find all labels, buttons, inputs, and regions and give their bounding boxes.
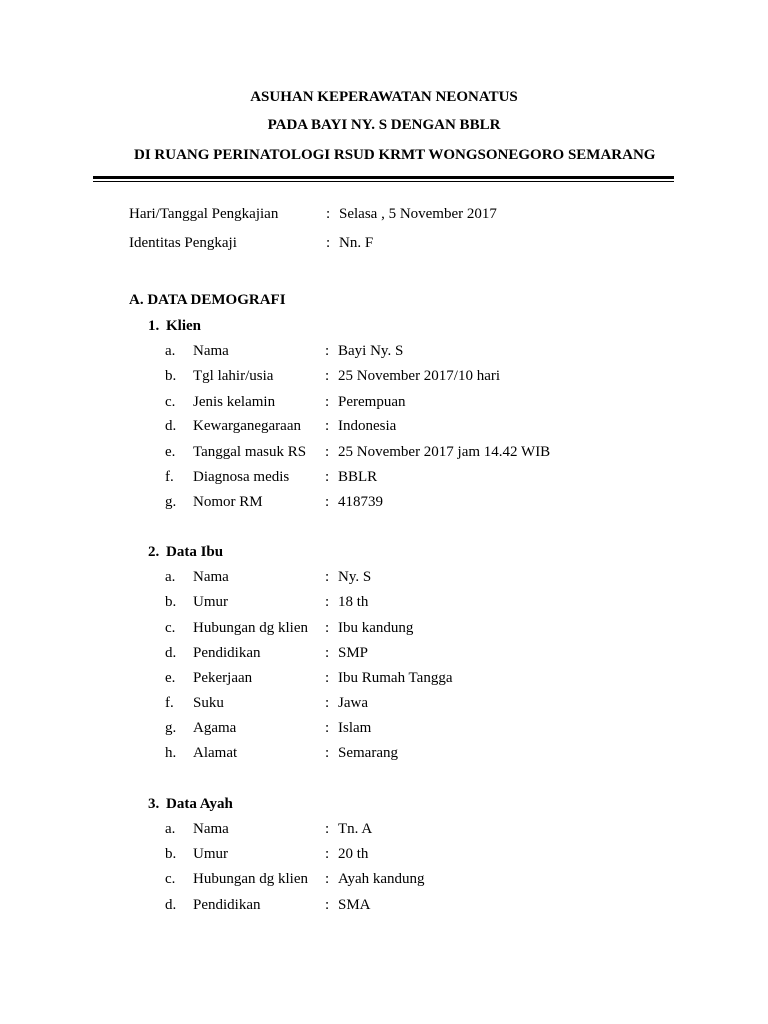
item-label: Pendidikan <box>193 897 261 913</box>
item-colon: : <box>325 569 330 585</box>
item-colon: : <box>325 368 330 384</box>
list-item <box>165 693 665 713</box>
item-letter: g. <box>165 494 177 510</box>
item-letter: c. <box>165 620 176 636</box>
header-field-date <box>129 204 689 224</box>
item-letter: b. <box>165 594 177 610</box>
item-value: Islam <box>338 720 372 736</box>
header-field-value: Nn. F <box>339 235 374 251</box>
item-label: Jenis kelamin <box>193 394 276 410</box>
item-letter: e. <box>165 444 176 460</box>
item-colon: : <box>325 645 330 661</box>
document-title-line2: PADA BAYI NY. S DENGAN BBLR <box>267 117 501 133</box>
item-label: Nama <box>193 569 229 585</box>
list-item <box>165 392 665 412</box>
title-divider-thick <box>93 176 674 179</box>
item-value: Ayah kandung <box>338 871 425 887</box>
list-item <box>165 416 665 436</box>
item-value: Tn. A <box>338 821 373 837</box>
item-colon: : <box>325 418 330 434</box>
item-colon: : <box>325 720 330 736</box>
item-label: Nomor RM <box>193 494 263 510</box>
list-item <box>165 743 665 763</box>
item-value: Ibu kandung <box>338 620 414 636</box>
list-item <box>165 668 665 688</box>
item-label: Kewarganegaraan <box>193 418 301 434</box>
list-item <box>165 341 665 361</box>
section-a-title: A. DATA DEMOGRAFI <box>129 292 286 308</box>
item-value: Perempuan <box>338 394 406 410</box>
item-label: Nama <box>193 343 229 359</box>
item-letter: e. <box>165 670 176 686</box>
subsection-title-klien: Klien <box>166 318 202 334</box>
item-colon: : <box>325 620 330 636</box>
document-title-line1: ASUHAN KEPERAWATAN NEONATUS <box>250 89 518 105</box>
item-label: Pendidikan <box>193 645 261 661</box>
item-letter: g. <box>165 720 177 736</box>
item-letter: f. <box>165 469 174 485</box>
item-value: BBLR <box>338 469 378 485</box>
item-label: Alamat <box>193 745 238 761</box>
item-value: 25 November 2017/10 hari <box>338 368 501 384</box>
item-value: 18 th <box>338 594 369 610</box>
list-item <box>165 442 665 462</box>
item-label: Umur <box>193 846 228 862</box>
title-divider-thin <box>93 181 674 182</box>
item-letter: d. <box>165 645 177 661</box>
list-item <box>165 869 665 889</box>
list-item <box>165 819 665 839</box>
item-label: Suku <box>193 695 224 711</box>
list-item <box>165 618 665 638</box>
item-value: Bayi Ny. S <box>338 343 404 359</box>
item-value: 20 th <box>338 846 369 862</box>
subsection-title-data-ayah: Data Ayah <box>166 796 233 812</box>
item-colon: : <box>325 745 330 761</box>
item-colon: : <box>325 594 330 610</box>
list-item <box>165 492 665 512</box>
item-letter: a. <box>165 821 176 837</box>
item-letter: c. <box>165 394 176 410</box>
header-field-colon: : <box>326 235 331 251</box>
item-value: Ny. S <box>338 569 372 585</box>
list-item <box>165 567 665 587</box>
header-field-label: Identitas Pengkaji <box>129 235 237 251</box>
item-value: Indonesia <box>338 418 397 434</box>
list-item <box>165 643 665 663</box>
list-item <box>165 467 665 487</box>
item-label: Diagnosa medis <box>193 469 290 485</box>
item-colon: : <box>325 469 330 485</box>
item-value: SMA <box>338 897 371 913</box>
item-value: SMP <box>338 645 369 661</box>
subsection-title-data-ibu: Data Ibu <box>166 544 224 560</box>
item-label: Umur <box>193 594 228 610</box>
item-letter: f. <box>165 695 174 711</box>
item-colon: : <box>325 821 330 837</box>
subsection-number: 3. <box>148 796 160 812</box>
header-field-value: Selasa , 5 November 2017 <box>339 206 497 222</box>
item-letter: d. <box>165 897 177 913</box>
item-label: Pekerjaan <box>193 670 253 686</box>
list-item <box>165 366 665 386</box>
item-letter: a. <box>165 569 176 585</box>
list-item <box>165 718 665 738</box>
item-value: 418739 <box>338 494 383 510</box>
list-item <box>165 592 665 612</box>
item-value: Ibu Rumah Tangga <box>338 670 453 686</box>
item-letter: b. <box>165 368 177 384</box>
item-label: Hubungan dg klien <box>193 871 308 887</box>
item-label: Tgl lahir/usia <box>193 368 274 384</box>
item-colon: : <box>325 897 330 913</box>
item-value: 25 November 2017 jam 14.42 WIB <box>338 444 551 460</box>
list-item <box>165 895 665 915</box>
item-label: Tanggal masuk RS <box>193 444 307 460</box>
subsection-number: 2. <box>148 544 160 560</box>
item-letter: b. <box>165 846 177 862</box>
list-item <box>165 844 665 864</box>
item-colon: : <box>325 444 330 460</box>
item-colon: : <box>325 343 330 359</box>
item-colon: : <box>325 846 330 862</box>
item-letter: a. <box>165 343 176 359</box>
item-label: Agama <box>193 720 237 736</box>
item-letter: d. <box>165 418 177 434</box>
item-value: Semarang <box>338 745 398 761</box>
item-colon: : <box>325 494 330 510</box>
item-colon: : <box>325 695 330 711</box>
item-colon: : <box>325 670 330 686</box>
item-value: Jawa <box>338 695 368 711</box>
item-colon: : <box>325 871 330 887</box>
item-colon: : <box>325 394 330 410</box>
item-letter: h. <box>165 745 177 761</box>
header-field-colon: : <box>326 206 331 222</box>
item-letter: c. <box>165 871 176 887</box>
item-label: Hubungan dg klien <box>193 620 308 636</box>
document-title-line3: DI RUANG PERINATOLOGI RSUD KRMT WONGSONEGORO SEMARANG <box>134 147 656 163</box>
subsection-number: 1. <box>148 318 160 334</box>
header-field-assessor <box>129 233 689 253</box>
header-field-label: Hari/Tanggal Pengkajian <box>129 206 279 222</box>
item-label: Nama <box>193 821 229 837</box>
